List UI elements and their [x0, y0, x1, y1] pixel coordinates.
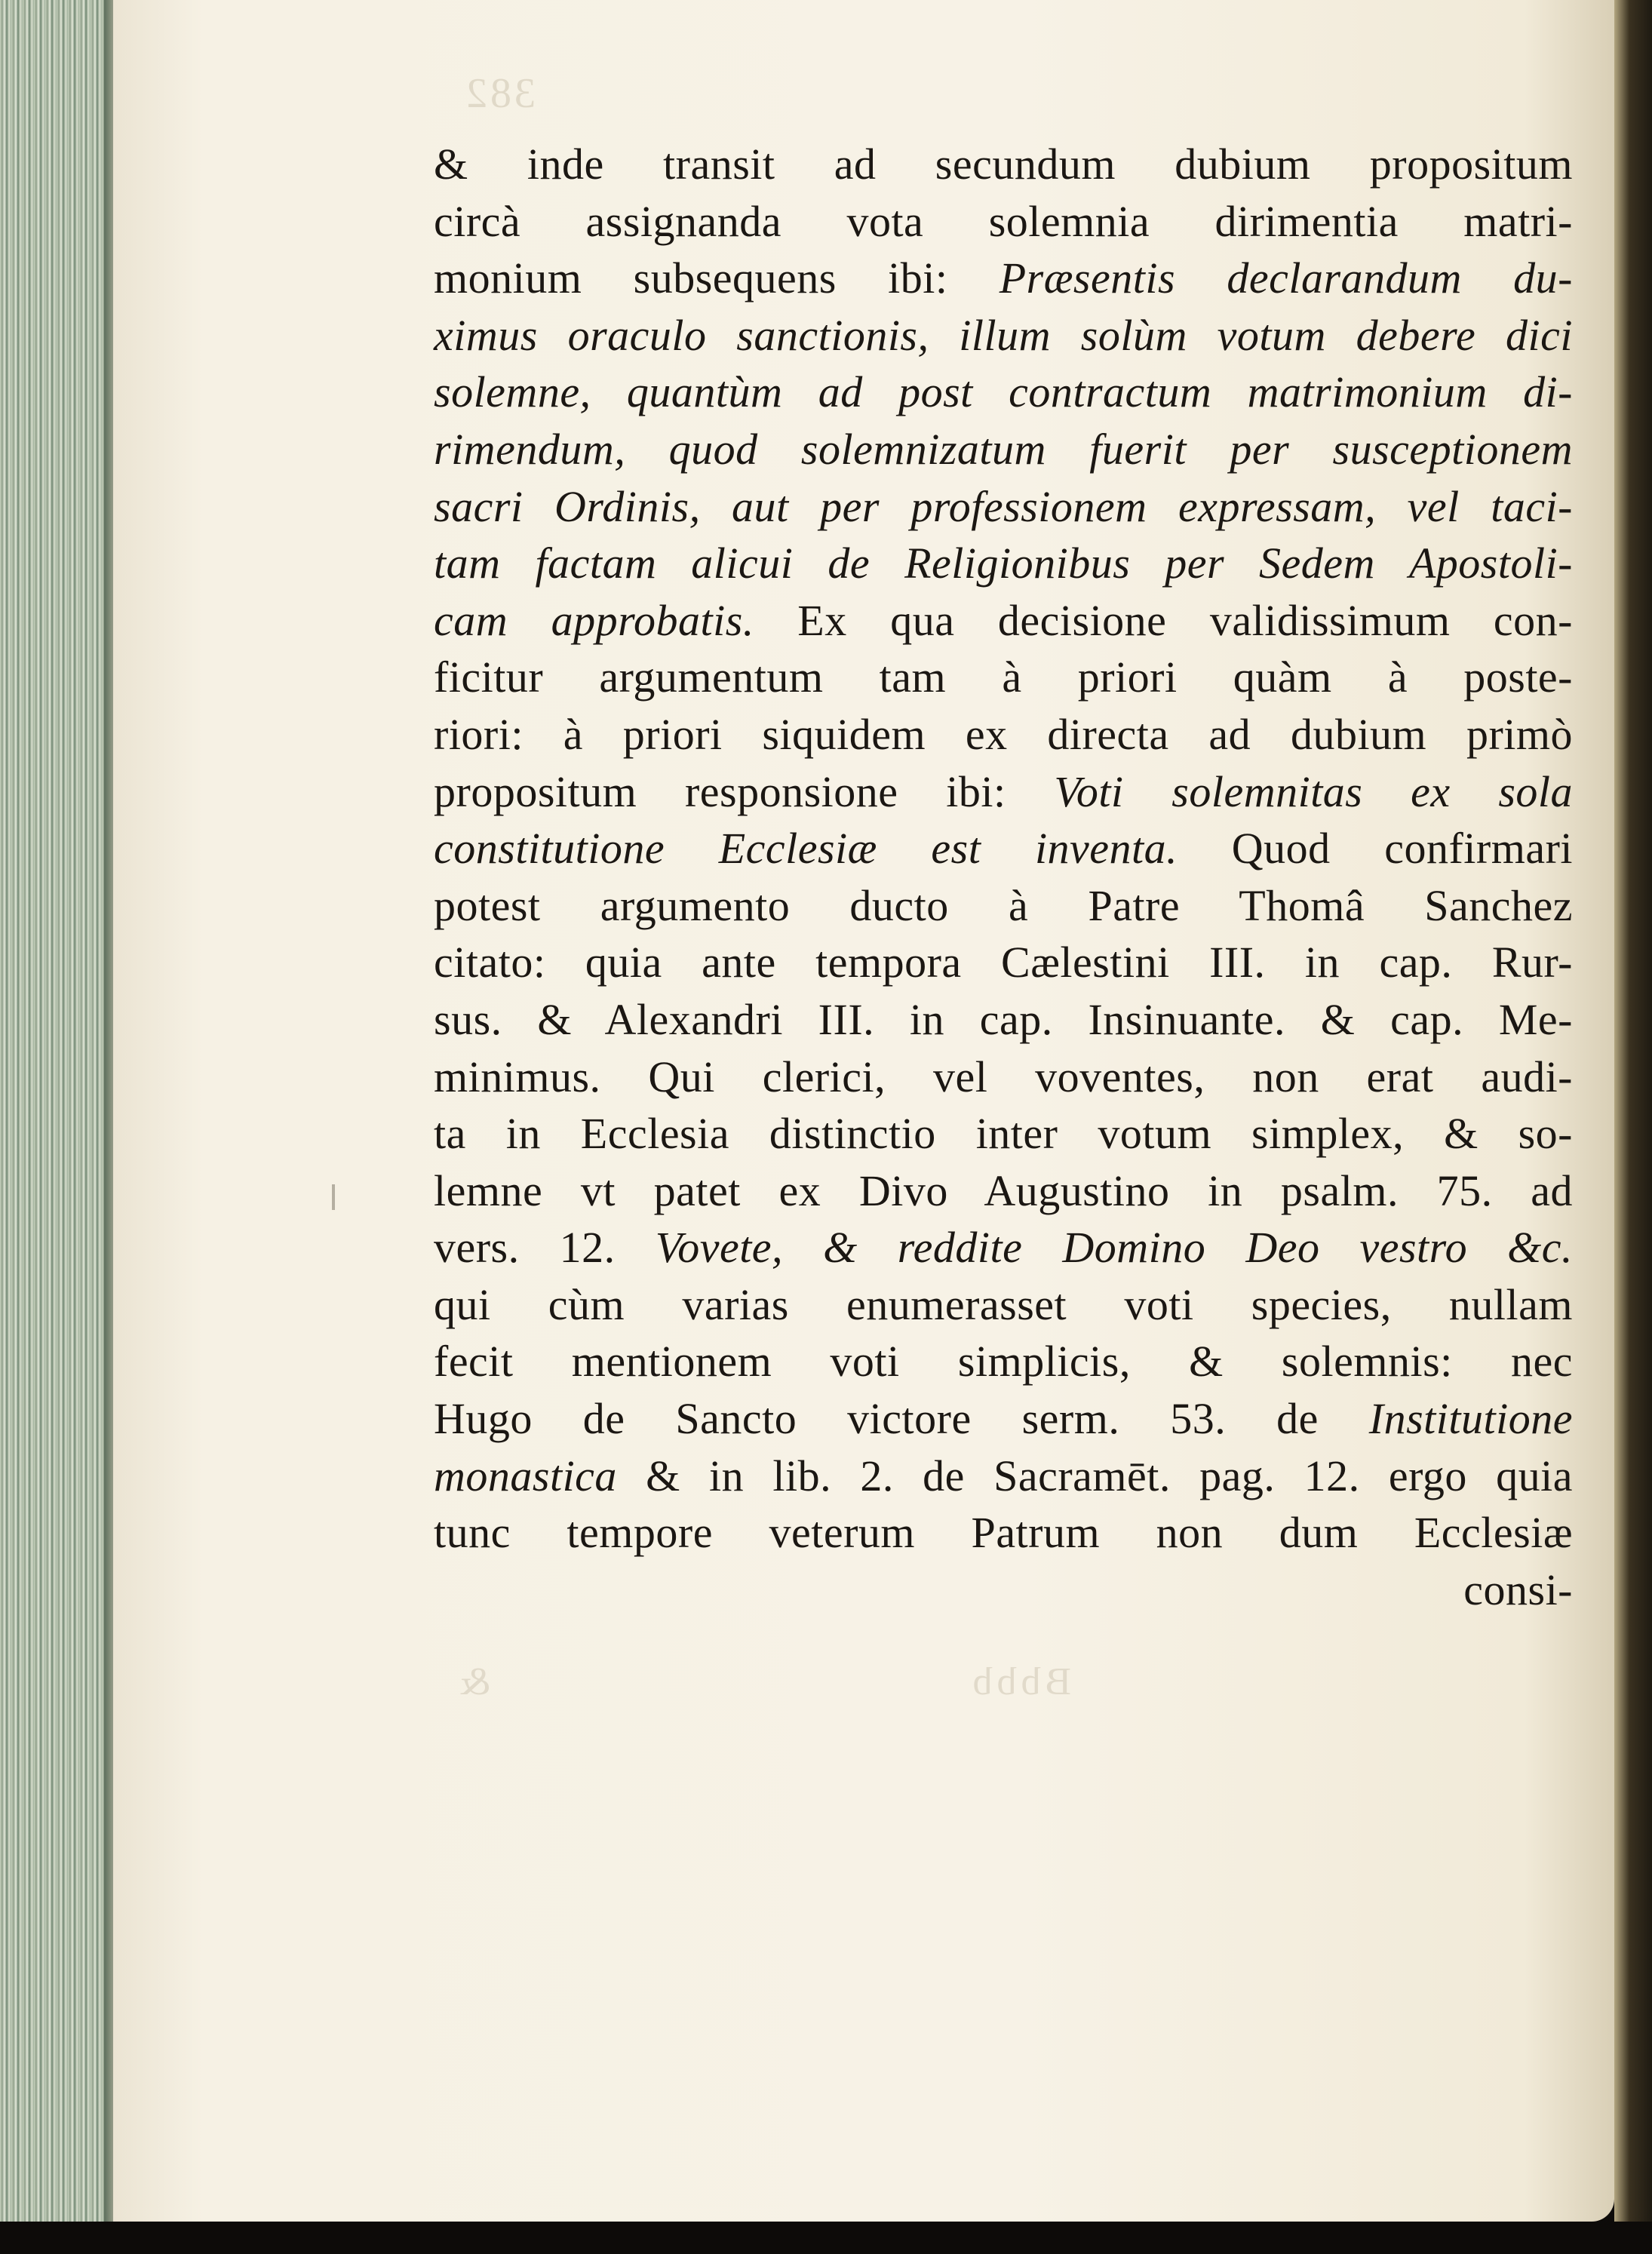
- bleed-through-mark: &: [459, 1660, 490, 1703]
- italic-text: ximus oraculo sanctionis, illum solùm votum debere dici: [434, 310, 1573, 360]
- text-line: [434, 820, 1573, 877]
- text-line: [434, 1562, 1573, 1619]
- italic-text: Vovete, & reddite Domino Deo vestro &c.: [655, 1223, 1573, 1273]
- text-line: [434, 1390, 1573, 1448]
- roman-text: & inde transit ad secundum dubium propositum: [434, 140, 1573, 189]
- text-line: [434, 934, 1573, 991]
- text-line: [434, 592, 1573, 649]
- bottom-shadow: [0, 2222, 1652, 2254]
- text-line: [434, 136, 1573, 193]
- text-line: [434, 877, 1573, 935]
- roman-text: citato: quia ante tempora Cælestini III. in cap. Rur-: [434, 938, 1573, 987]
- roman-text: & in lib. 2. de Sacramēt. pag. 12. ergo quia: [616, 1451, 1573, 1500]
- text-line: [434, 991, 1573, 1049]
- italic-text: rimendum, quod solemnizatum fuerit per susceptionem: [434, 424, 1573, 474]
- text-line: [434, 1105, 1573, 1162]
- text-line: [434, 1333, 1573, 1390]
- italic-text: constitutione Ecclesiæ est inventa.: [434, 824, 1178, 874]
- roman-text: consi-: [1463, 1565, 1573, 1614]
- text-line: [434, 1049, 1573, 1106]
- book-cover-edge: [1614, 0, 1652, 2254]
- roman-text: vers. 12.: [434, 1223, 656, 1273]
- text-line: [434, 250, 1573, 307]
- text-line: [434, 1162, 1573, 1220]
- text-line: [434, 421, 1573, 478]
- roman-text: ficitur argumentum tam à priori quàm à poste-: [434, 653, 1573, 702]
- roman-text: tunc tempore veterum Patrum non dum Ecclesiæ: [434, 1508, 1573, 1558]
- italic-text: Institutione: [1368, 1394, 1573, 1444]
- text-line: [434, 1276, 1573, 1334]
- text-line: [434, 193, 1573, 250]
- text-line: [434, 1504, 1573, 1562]
- roman-text: fecit mentionem voti simplicis, & solemnis: nec: [434, 1337, 1573, 1386]
- italic-text: tam factam alicui de Religionibus per Sedem Apostoli-: [434, 539, 1573, 588]
- italic-text: Voti solemnitas ex sola: [1054, 766, 1573, 816]
- roman-text: propositum responsione ibi:: [434, 766, 1055, 816]
- roman-text: Quod confirmari: [1178, 824, 1573, 874]
- roman-text: riori: à priori siquidem ex directa ad dubium primò: [434, 709, 1573, 759]
- bleed-through-page-number: 382: [463, 70, 536, 117]
- margin-mark: [332, 1184, 335, 1210]
- text-line: [434, 535, 1573, 592]
- text-line: [434, 706, 1573, 763]
- roman-text: Ex qua decisione validissimum con-: [754, 595, 1573, 645]
- italic-text: monastica: [434, 1451, 617, 1500]
- italic-text: sacri Ordinis, aut per professionem expressam, vel taci-: [434, 481, 1573, 531]
- text-line: [434, 478, 1573, 536]
- roman-text: Hugo de Sancto victore serm. 53. de: [434, 1394, 1369, 1444]
- italic-text: cam approbatis.: [434, 595, 754, 645]
- page-stack-edge: [0, 0, 113, 2225]
- body-text: [434, 136, 1573, 1618]
- italic-text: Præsentis declarandum du-: [999, 253, 1573, 303]
- roman-text: lemne vt patet ex Divo Augustino in psalm. 75. ad: [434, 1165, 1573, 1215]
- text-line: [434, 307, 1573, 364]
- text-line: [434, 1448, 1573, 1505]
- roman-text: qui cùm varias enumerasset voti species, nullam: [434, 1279, 1573, 1329]
- roman-text: ta in Ecclesia distinctio inter votum simplex, & so-: [434, 1109, 1573, 1159]
- text-line: [434, 649, 1573, 706]
- roman-text: monium subsequens ibi:: [434, 253, 999, 303]
- roman-text: potest argumento ducto à Patre Thomâ Sanchez: [434, 880, 1573, 930]
- roman-text: minimus. Qui clerici, vel voventes, non erat audi-: [434, 1052, 1573, 1101]
- text-line: [434, 1219, 1573, 1276]
- roman-text: circà assignanda vota solemnia dirimentia matri-: [434, 196, 1573, 246]
- bleed-through-signature: Bbbb: [968, 1660, 1071, 1703]
- text-line: [434, 364, 1573, 421]
- roman-text: sus. & Alexandri III. in cap. Insinuante. & cap. Me-: [434, 994, 1573, 1044]
- italic-text: solemne, quantùm ad post contractum matrimonium di-: [434, 367, 1573, 417]
- text-line: [434, 763, 1573, 821]
